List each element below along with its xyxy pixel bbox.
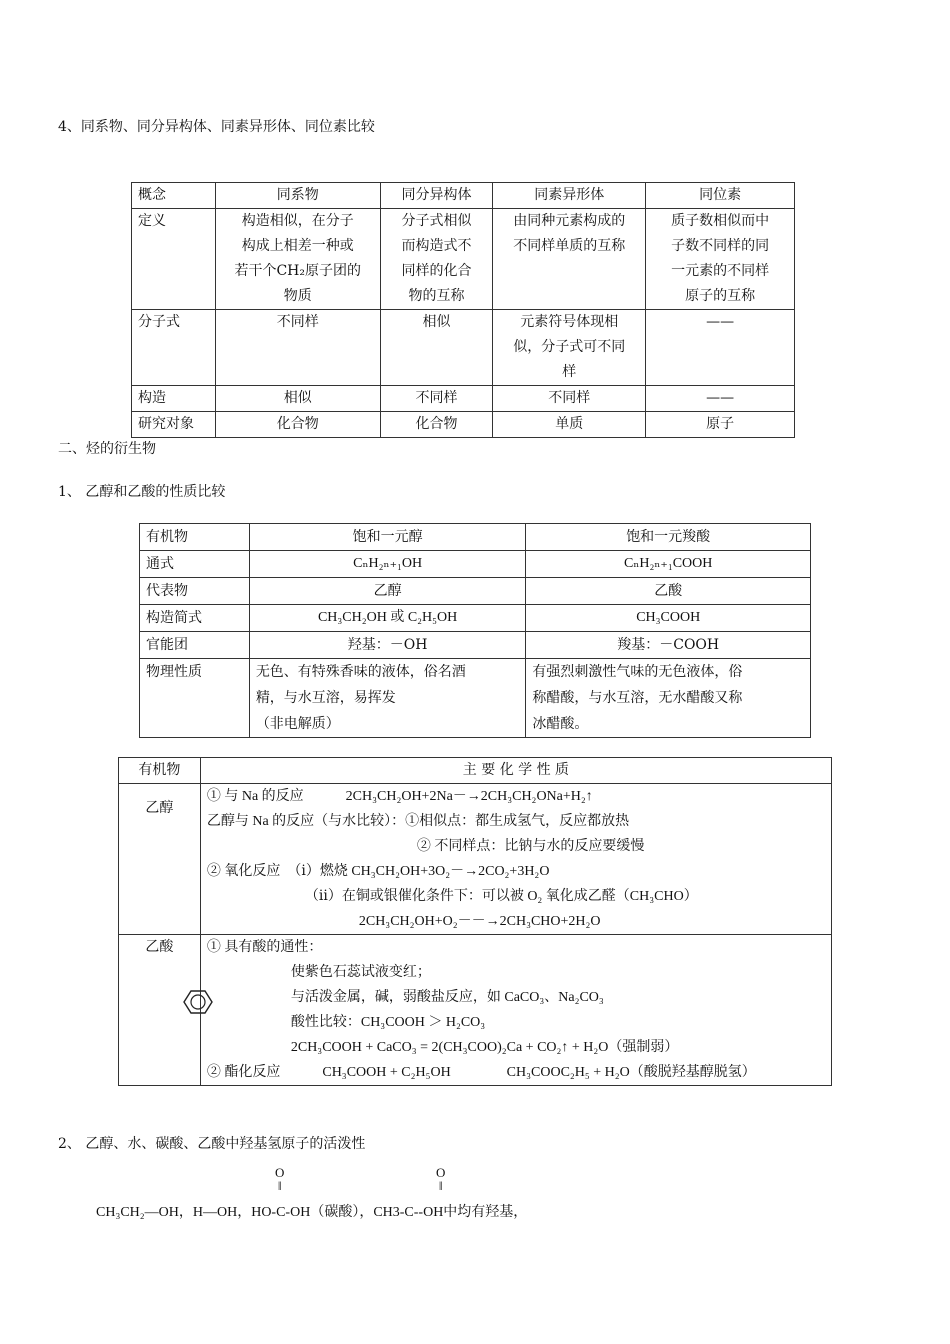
cell-line: ① 具有酸的通性：: [206, 940, 323, 955]
comparison-table: [131, 182, 795, 438]
table-cell: [646, 209, 795, 310]
table-row: [119, 784, 832, 935]
row-label: 物理性质: [140, 659, 250, 738]
ethanol-acetic-acid-table: [139, 523, 811, 738]
cell-line: ② 酯化反应 CH₃COOH + C₂H₅OH CH₃COOC₂H₅ + H₂O（酸脱羟基醇脱氢）: [206, 1065, 756, 1080]
section4-heading: 4、同系物、同分异构体、同素异形体、同位素比较: [58, 119, 375, 135]
cell-line: （ⅱ）在铜或银催化条件下：可以被 O₂ 氧化成乙醛（CH₃CHO）: [304, 889, 698, 904]
row-label: 研究对象: [132, 412, 216, 438]
table-cell: [200, 784, 831, 935]
cell-line: 同样的化合: [401, 263, 472, 279]
row-label: 官能团: [140, 632, 250, 659]
cell-line: 有强烈刺激性气味的无色液体，俗: [532, 664, 743, 680]
section2-heading: 二、烃的衍生物: [58, 441, 156, 457]
row-label: 代表物: [140, 578, 250, 605]
table-cell: 相似: [215, 386, 380, 412]
cell-line: 2CH₃COOH + CaCO₃ = 2(CH₃COO)₂Ca + CO₂↑ + H₂O（强制弱）: [290, 1040, 679, 1055]
carbonyl-symbol: O ‖: [436, 1165, 446, 1193]
table-cell: 羟基：－OH: [249, 632, 526, 659]
table-cell: 化合物: [380, 412, 493, 438]
benzene-ring-icon: [174, 987, 214, 1017]
table-row: [140, 632, 811, 659]
table-cell: ——: [646, 310, 795, 386]
table-row: [132, 183, 795, 209]
row-label: 乙醇: [119, 784, 201, 935]
cell-line: 构造相似，在分子: [241, 213, 354, 229]
table-cell: 原子: [646, 412, 795, 438]
table-cell: [526, 659, 811, 738]
header-cell: 有机物: [140, 524, 250, 551]
chemical-properties-table: [118, 757, 832, 1086]
row-label: 构造: [132, 386, 216, 412]
table-cell: 不同样: [380, 386, 493, 412]
table-row: [140, 659, 811, 738]
header-cell: 主 要 化 学 性 质: [200, 758, 831, 784]
row-label: 构造简式: [140, 605, 250, 632]
cell-line: 元素符号体现相: [520, 314, 619, 330]
table-cell: 不同样: [215, 310, 380, 386]
table-row: [140, 578, 811, 605]
table-cell: 羧基：－COOH: [526, 632, 811, 659]
cell-line: 似，分子式可不同: [513, 339, 626, 355]
cell-line: 由同种元素构成的: [513, 213, 626, 229]
table-cell: 不同样: [493, 386, 646, 412]
sub1-heading: 1、 乙醇和乙酸的性质比较: [58, 484, 226, 500]
formula-line: CH₃CH₂—OH，H—OH，HO-C-OH（碳酸），CH3-C--OH中均有羟基，: [96, 1205, 528, 1220]
table-cell: [380, 209, 493, 310]
header-cell: 饱和一元醇: [249, 524, 526, 551]
table-cell: 化合物: [215, 412, 380, 438]
table-cell: 单质: [493, 412, 646, 438]
cell-line: ② 不同样点：比钠与水的反应要缓慢: [416, 839, 645, 854]
cell-line: 物的互称: [408, 288, 465, 304]
sub2-heading: 2、 乙醇、水、碳酸、乙酸中羟基氢原子的活泼性: [58, 1136, 366, 1152]
table-cell: CH₃COOH: [526, 605, 811, 632]
cell-line: （非电解质）: [255, 716, 340, 732]
cell-line: 酸性比较：CH₃COOH ＞ H₂CO₃: [290, 1015, 486, 1030]
table-row: [132, 310, 795, 386]
table-cell: 相似: [380, 310, 493, 386]
cell-line: 原子的互称: [685, 288, 756, 304]
header-cell: 同分异构体: [380, 183, 493, 209]
header-cell: 有机物: [119, 758, 201, 784]
row-label: 分子式: [132, 310, 216, 386]
table-row: [119, 935, 832, 1086]
table-row: [132, 386, 795, 412]
cell-line: 乙醇与 Na 的反应（与水比较）：①相似点：都生成氢气，反应都放热: [206, 814, 630, 829]
row-label: 定义: [132, 209, 216, 310]
acid-label: 乙酸: [145, 939, 174, 955]
cell-line: 质子数相似而中: [671, 213, 770, 229]
cell-line: 2CH₃CH₂OH+O₂－－→2CH₃CHO+2H₂O: [358, 914, 601, 929]
table-row: [119, 758, 832, 784]
cell-line: 称醋酸，与水互溶，无水醋酸又称: [532, 690, 743, 706]
row-label: [119, 935, 201, 1086]
cell-line: 精，与水互溶，易挥发: [255, 690, 396, 706]
table-row: [140, 605, 811, 632]
header-cell: 概念: [132, 183, 216, 209]
carbonyl-symbol: O ‖: [275, 1165, 285, 1193]
cell-line: 使紫色石蕊试液变红；: [290, 965, 431, 980]
header-cell: 同位素: [646, 183, 795, 209]
table-cell: CH₃CH₂OH 或 C₂H₅OH: [249, 605, 526, 632]
table-row: [132, 209, 795, 310]
cell-line: 与活泼金属，碱，弱酸盐反应，如 CaCO₃、Na₂CO₃: [290, 990, 604, 1005]
cell-line: 而构造式不: [401, 238, 472, 254]
table-row: [140, 524, 811, 551]
table-cell: [493, 310, 646, 386]
header-cell: 同系物: [215, 183, 380, 209]
cell-line: 若干个CH₂原子团的: [234, 263, 362, 279]
table-cell: CₙH₂ₙ₊₁COOH: [526, 551, 811, 578]
cell-line: 无色、有特殊香味的液体，俗名酒: [255, 664, 466, 680]
cell-line: 物质: [283, 288, 312, 304]
cell-line: 冰醋酸。: [532, 716, 589, 732]
cell-line: 构成上相差一种或: [241, 238, 354, 254]
table-cell: [249, 659, 526, 738]
table-cell: [215, 209, 380, 310]
cell-line: 子数不同样的同: [671, 238, 770, 254]
table-cell: 乙醇: [249, 578, 526, 605]
table-cell: CₙH₂ₙ₊₁OH: [249, 551, 526, 578]
table-cell: [200, 935, 831, 1086]
cell-line: 不同样单质的互称: [513, 238, 626, 254]
table-cell: 乙酸: [526, 578, 811, 605]
header-cell: 同素异形体: [493, 183, 646, 209]
table-row: [140, 551, 811, 578]
row-label: 通式: [140, 551, 250, 578]
table-cell: ——: [646, 386, 795, 412]
cell-line: 一元素的不同样: [671, 263, 770, 279]
cell-line: ① 与 Na 的反应 2CH₃CH₂OH+2Na－→2CH₃CH₂ONa+H₂↑: [206, 789, 593, 804]
cell-line: 分子式相似: [401, 213, 472, 229]
cell-line: 样: [562, 364, 577, 380]
cell-line: ② 氧化反应 （ⅰ）燃烧 CH₃CH₂OH+3O₂－→2CO₂+3H₂O: [206, 864, 550, 879]
table-row: [132, 412, 795, 438]
header-cell: 饱和一元羧酸: [526, 524, 811, 551]
table-cell: [493, 209, 646, 310]
